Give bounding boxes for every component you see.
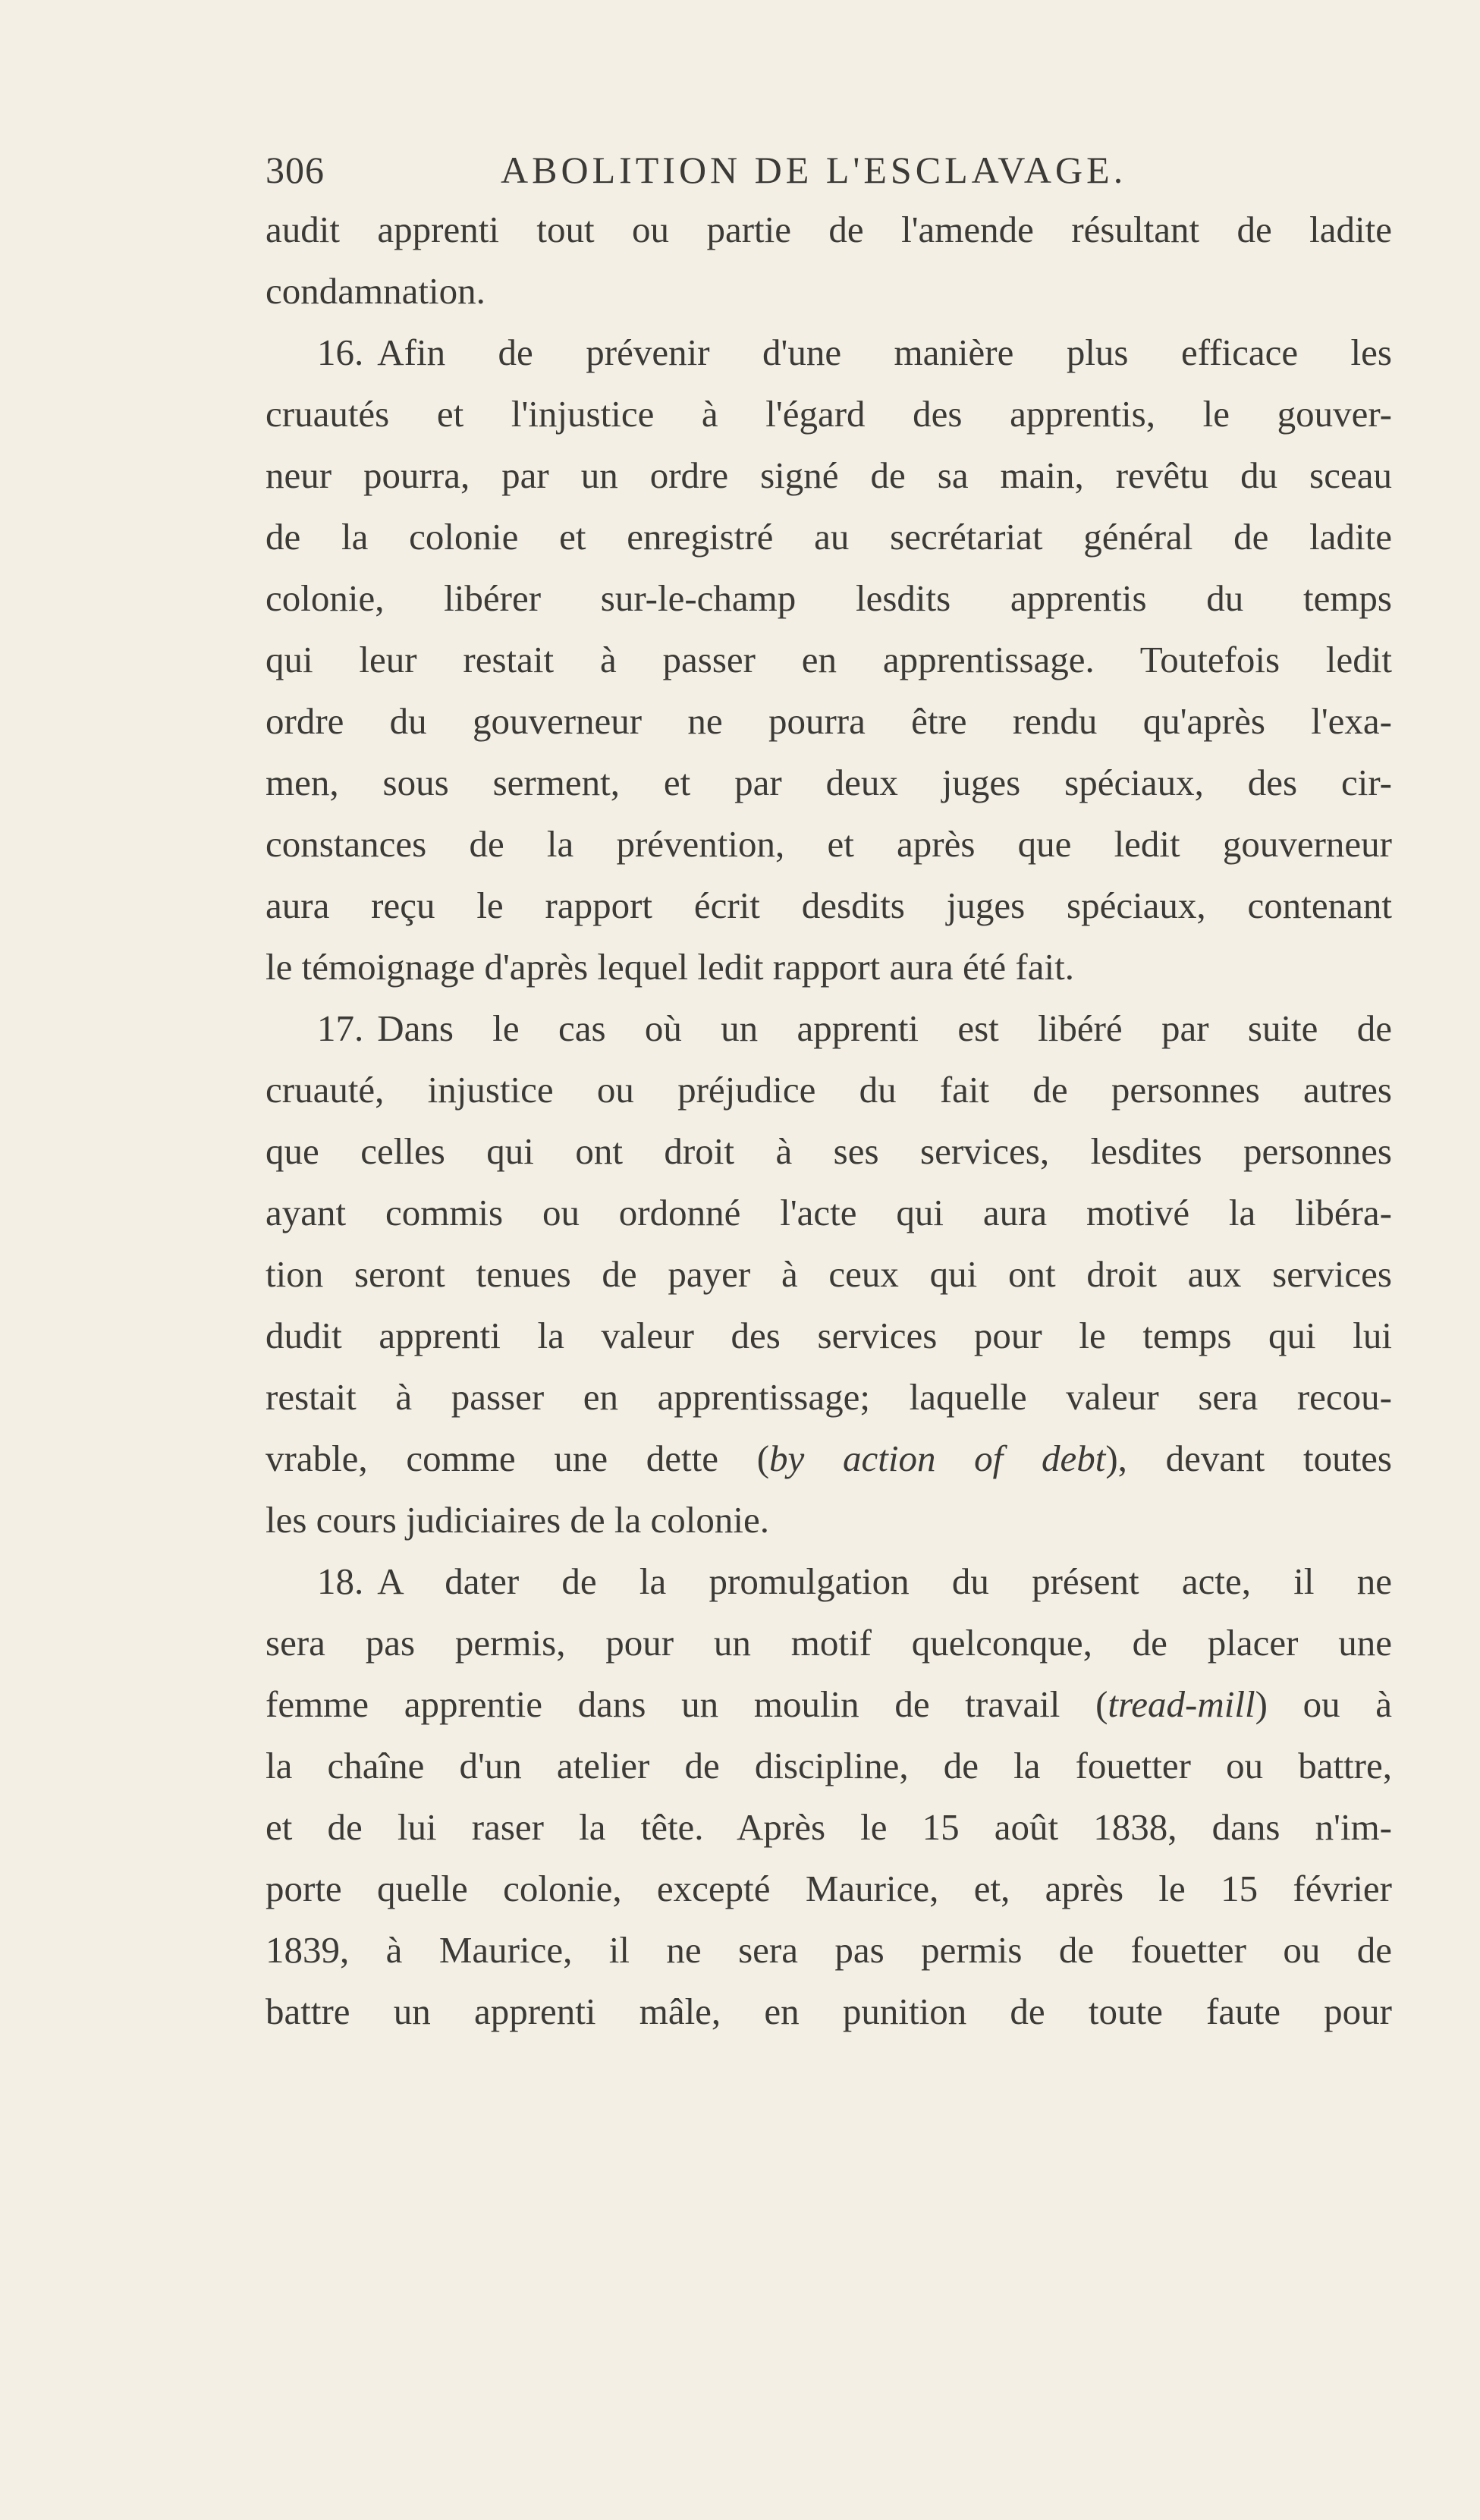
article-number: 17. — [317, 1007, 364, 1049]
text-line: les cours judiciaires de la colonie. — [266, 1499, 769, 1541]
text-line: 1839, à Maurice, il ne sera pas permis de fouetter ou de — [266, 1929, 1392, 1971]
text-line — [266, 1551, 1392, 1612]
italic-phrase: tread-mill — [1108, 1683, 1255, 1725]
text-span: A dater de la promulgation du présent acte, il ne — [377, 1560, 1392, 1602]
text-line: porte quelle colonie, excepté Maurice, et, après le 15 février — [266, 1868, 1392, 1909]
text-span: Afin de prévenir d'une manière plus efficace les — [377, 331, 1392, 373]
italic-phrase: by action of debt — [769, 1438, 1106, 1479]
text-line: que celles qui ont droit à ses services, lesdites personnes — [266, 1130, 1392, 1172]
text-line: sera pas permis, pour un motif quelconque, de placer une — [266, 1622, 1392, 1664]
text-line: cruautés et l'injustice à l'égard des apprentis, le gouver- — [266, 393, 1392, 435]
text-line: men, sous serment, et par deux juges spéciaux, des cir- — [266, 762, 1392, 803]
text-line: battre un apprenti mâle, en punition de toute faute pour — [266, 1991, 1392, 2032]
text-line: neur pourra, par un ordre signé de sa main, revêtu du sceau — [266, 454, 1392, 496]
text-line: cruauté, injustice ou préjudice du fait de personnes autres — [266, 1069, 1392, 1111]
text-span: vrable, comme une dette ( — [266, 1438, 770, 1479]
article-number: 16. — [317, 331, 364, 373]
text-line: colonie, libérer sur-le-champ lesdits apprentis du temps — [266, 577, 1392, 619]
text-line: constances de la prévention, et après que ledit gouverneur — [266, 823, 1392, 865]
text-line — [266, 998, 1392, 1059]
article-number: 18. — [317, 1560, 364, 1602]
text-line: restait à passer en apprentissage; laquelle valeur sera recou- — [266, 1376, 1392, 1418]
text-line: aura reçu le rapport écrit desdits juges spéciaux, contenant — [266, 885, 1392, 926]
text-line: dudit apprenti la valeur des services pour le temps qui lui — [266, 1315, 1392, 1356]
text-line: condamnation. — [266, 270, 485, 312]
text-line: le témoignage d'après lequel ledit rapport aura été fait. — [266, 946, 1074, 988]
text-line: la chaîne d'un atelier de discipline, de la fouetter ou battre, — [266, 1745, 1392, 1786]
page-number: 306 — [266, 149, 325, 191]
text-line — [266, 322, 1392, 383]
text-line: qui leur restait à passer en apprentissage. Toutefois ledit — [266, 639, 1392, 680]
text-line: et de lui raser la tête. Après le 15 août 1838, dans n'im- — [266, 1806, 1392, 1848]
body-text — [266, 199, 1392, 2042]
text-line: de la colonie et enregistré au secrétariat général de ladite — [266, 516, 1392, 558]
text-span: femme apprentie dans un moulin de travail ( — [266, 1683, 1108, 1725]
text-span: Dans le cas où un apprenti est libéré par suite de — [377, 1007, 1392, 1049]
text-span: ), devant toutes — [1105, 1438, 1392, 1479]
page-header — [266, 148, 1153, 201]
text-line: ordre du gouverneur ne pourra être rendu qu'après l'exa- — [266, 700, 1392, 742]
text-line — [266, 1673, 1392, 1735]
text-line: tion seront tenues de payer à ceux qui ont droit aux services — [266, 1253, 1392, 1295]
running-title: ABOLITION DE L'ESCLAVAGE. — [501, 149, 1127, 191]
text-line: audit apprenti tout ou partie de l'amende résultant de ladite — [266, 209, 1392, 250]
text-line: ayant commis ou ordonné l'acte qui aura motivé la libéra- — [266, 1192, 1392, 1233]
text-line — [266, 1428, 1392, 1489]
text-span: ) ou à — [1255, 1683, 1392, 1725]
